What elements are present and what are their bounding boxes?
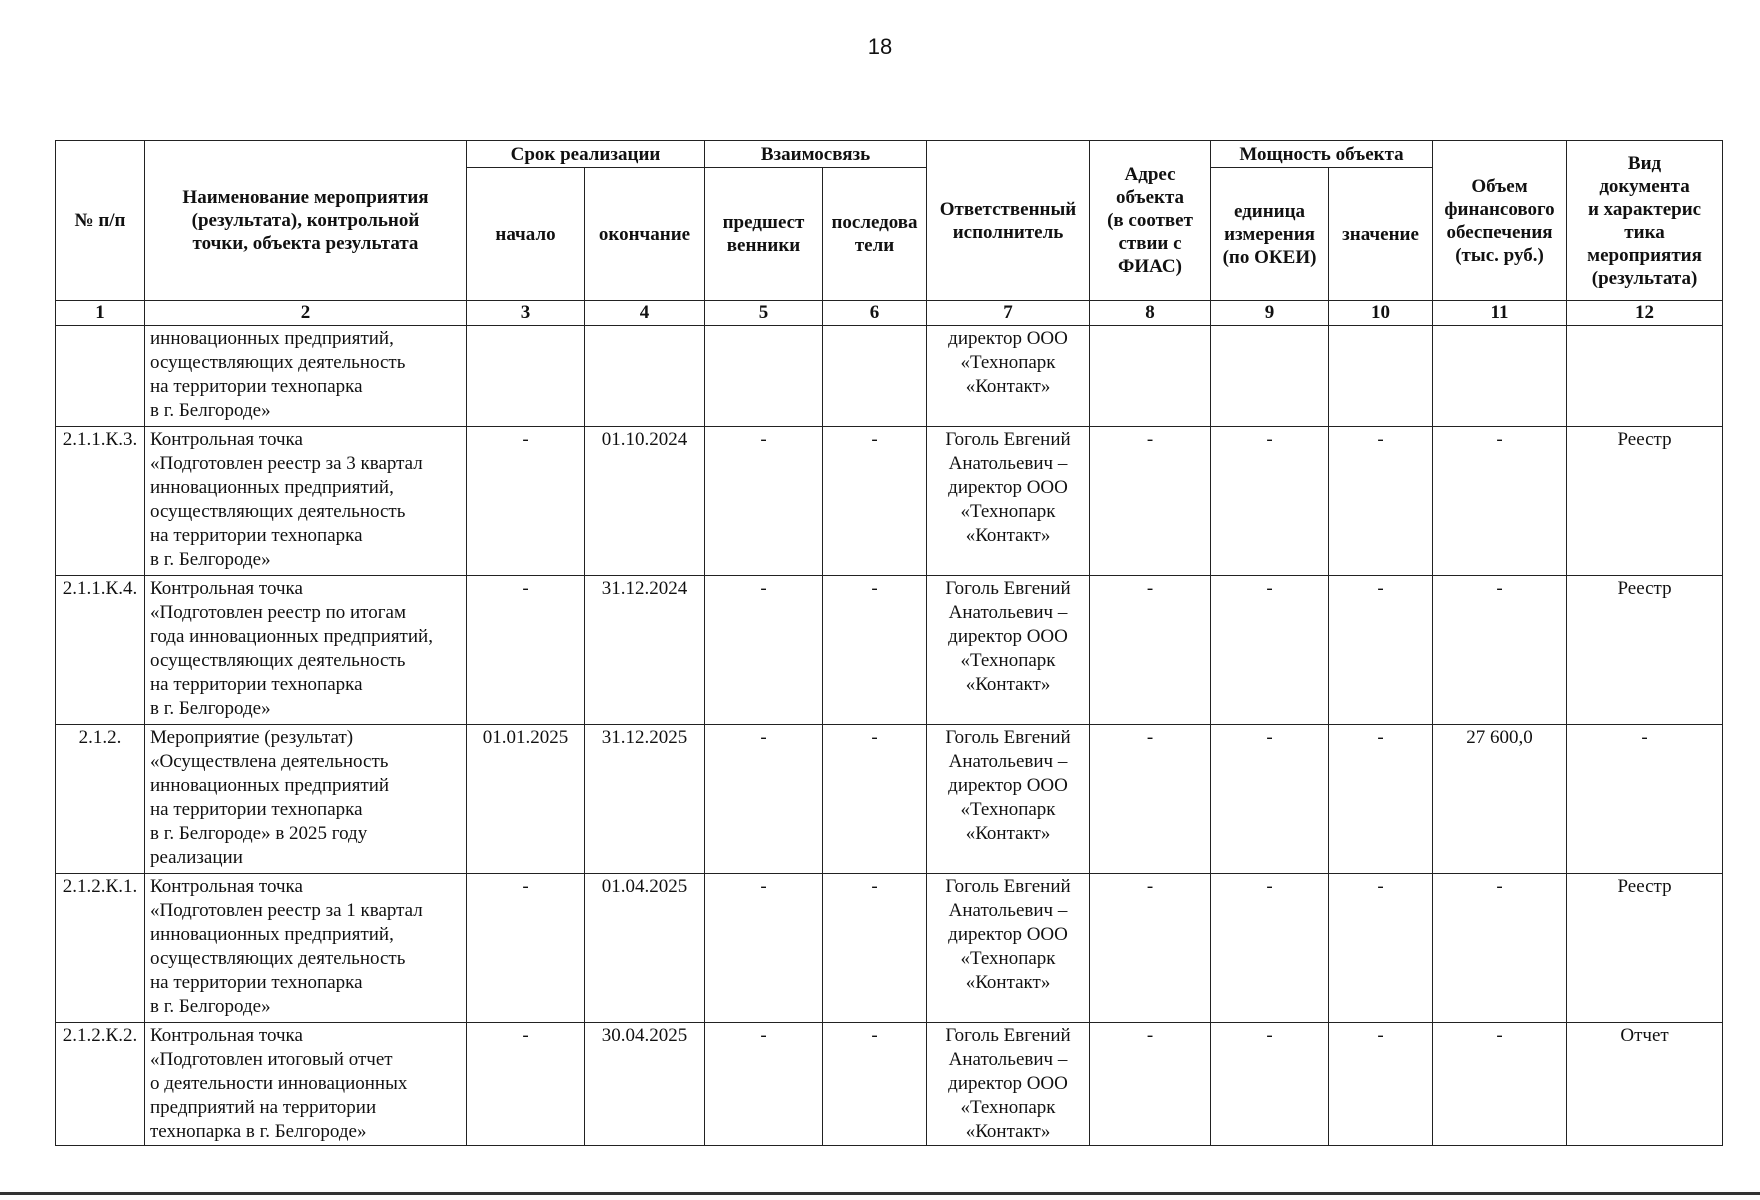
row-financing: - (1433, 1023, 1567, 1146)
row-document-type (1567, 326, 1723, 427)
row-number: 2.1.1.К.4. (56, 576, 145, 725)
row-responsible: Гоголь Евгений Анатольевич – директор ООО «Технопарк «Контакт» (927, 1023, 1090, 1146)
row-financing: - (1433, 427, 1567, 576)
row-unit: - (1211, 725, 1329, 874)
header-predecessors: предшест венники (705, 168, 823, 301)
table-row (56, 326, 1723, 427)
row-address: - (1090, 576, 1211, 725)
row-value (1329, 326, 1433, 427)
row-successors: - (823, 427, 927, 576)
header-responsible: Ответственный исполнитель (927, 141, 1090, 301)
row-address: - (1090, 1023, 1211, 1146)
header-name: Наименование мероприятия (результата), контрольной точки, объекта результата (145, 141, 467, 301)
table-row (56, 1023, 1723, 1146)
row-end (585, 326, 705, 427)
row-number: 2.1.1.К.3. (56, 427, 145, 576)
column-number: 2 (145, 301, 467, 326)
row-unit (1211, 326, 1329, 427)
column-number: 8 (1090, 301, 1211, 326)
row-financing (1433, 326, 1567, 427)
row-address (1090, 326, 1211, 427)
row-predecessors: - (705, 874, 823, 1023)
row-unit: - (1211, 576, 1329, 725)
row-document-type: Реестр (1567, 427, 1723, 576)
row-address: - (1090, 725, 1211, 874)
table-row (56, 725, 1723, 874)
row-start: - (467, 427, 585, 576)
row-name: Мероприятие (результат) «Осуществлена деятельность инновационных предприятий на территории технопарка в г. Белгороде» в 2025 году реализации (145, 725, 467, 874)
row-address: - (1090, 874, 1211, 1023)
row-value: - (1329, 1023, 1433, 1146)
table-row (56, 874, 1723, 1023)
row-value: - (1329, 427, 1433, 576)
header-no: № п/п (56, 141, 145, 301)
row-responsible: Гоголь Евгений Анатольевич – директор ООО «Технопарк «Контакт» (927, 874, 1090, 1023)
header-address: Адрес объекта (в соответ ствии с ФИАС) (1090, 141, 1211, 301)
column-number: 10 (1329, 301, 1433, 326)
row-responsible: Гоголь Евгений Анатольевич – директор ООО «Технопарк «Контакт» (927, 576, 1090, 725)
row-predecessors: - (705, 1023, 823, 1146)
row-address: - (1090, 427, 1211, 576)
row-responsible: Гоголь Евгений Анатольевич – директор ООО «Технопарк «Контакт» (927, 725, 1090, 874)
header-end: окончание (585, 168, 705, 301)
row-name: Контрольная точка «Подготовлен реестр за 1 квартал инновационных предприятий, осуществляющих деятельность на территории технопарка в г. Белгороде» (145, 874, 467, 1023)
row-name: Контрольная точка «Подготовлен реестр по итогам года инновационных предприятий, осуществляющих деятельность на территории технопарка в г. Белгороде» (145, 576, 467, 725)
row-end: 01.04.2025 (585, 874, 705, 1023)
row-end: 31.12.2024 (585, 576, 705, 725)
row-value: - (1329, 874, 1433, 1023)
row-successors: - (823, 576, 927, 725)
row-start: 01.01.2025 (467, 725, 585, 874)
row-predecessors: - (705, 725, 823, 874)
row-number: 2.1.2.К.2. (56, 1023, 145, 1146)
row-value: - (1329, 725, 1433, 874)
header-unit: единица измерения (по ОКЕИ) (1211, 168, 1329, 301)
row-financing: 27 600,0 (1433, 725, 1567, 874)
row-responsible: Гоголь Евгений Анатольевич – директор ООО «Технопарк «Контакт» (927, 427, 1090, 576)
column-number: 12 (1567, 301, 1723, 326)
column-number: 11 (1433, 301, 1567, 326)
header-group-term: Срок реализации (467, 141, 705, 168)
row-document-type: Отчет (1567, 1023, 1723, 1146)
row-start (467, 326, 585, 427)
header-start: начало (467, 168, 585, 301)
row-name: инновационных предприятий, осуществляющих деятельность на территории технопарка в г. Белгороде» (145, 326, 467, 427)
row-value: - (1329, 576, 1433, 725)
column-number: 6 (823, 301, 927, 326)
table-row (56, 576, 1723, 725)
row-start: - (467, 874, 585, 1023)
row-document-type: Реестр (1567, 576, 1723, 725)
row-document-type: Реестр (1567, 874, 1723, 1023)
column-number: 9 (1211, 301, 1329, 326)
page-bottom-edge (0, 1192, 1760, 1195)
activities-table (55, 140, 1723, 1146)
row-successors: - (823, 1023, 927, 1146)
header-value: значение (1329, 168, 1433, 301)
row-financing: - (1433, 576, 1567, 725)
header-group-capacity: Мощность объекта (1211, 141, 1433, 168)
row-number: 2.1.2.К.1. (56, 874, 145, 1023)
column-number: 1 (56, 301, 145, 326)
header-successors: последова тели (823, 168, 927, 301)
row-document-type: - (1567, 725, 1723, 874)
column-number: 3 (467, 301, 585, 326)
row-start: - (467, 576, 585, 725)
page-number: 18 (867, 34, 893, 59)
header-group-link: Взаимосвязь (705, 141, 927, 168)
row-financing: - (1433, 874, 1567, 1023)
row-successors: - (823, 874, 927, 1023)
row-predecessors: - (705, 576, 823, 725)
row-name: Контрольная точка «Подготовлен итоговый отчет о деятельности инновационных предприятий на территории технопарка в г. Белгороде» (145, 1023, 467, 1146)
row-number: 2.1.2. (56, 725, 145, 874)
row-end: 01.10.2024 (585, 427, 705, 576)
row-end: 31.12.2025 (585, 725, 705, 874)
header-financing: Объем финансового обеспечения (тыс. руб.) (1433, 141, 1567, 301)
row-unit: - (1211, 1023, 1329, 1146)
row-successors: - (823, 725, 927, 874)
row-predecessors (705, 326, 823, 427)
row-name: Контрольная точка «Подготовлен реестр за 3 квартал инновационных предприятий, осуществляющих деятельность на территории технопарка в г. Белгороде» (145, 427, 467, 576)
row-unit: - (1211, 874, 1329, 1023)
column-number: 7 (927, 301, 1090, 326)
row-number (56, 326, 145, 427)
table-row (56, 427, 1723, 576)
column-number: 5 (705, 301, 823, 326)
column-number: 4 (585, 301, 705, 326)
header-document-type: Вид документа и характерис тика мероприятия (результата) (1567, 141, 1723, 301)
row-responsible: директор ООО «Технопарк «Контакт» (927, 326, 1090, 427)
row-unit: - (1211, 427, 1329, 576)
header-row-numbers (56, 301, 1723, 326)
header-row-groups (56, 141, 1723, 168)
row-start: - (467, 1023, 585, 1146)
row-end: 30.04.2025 (585, 1023, 705, 1146)
row-successors (823, 326, 927, 427)
row-predecessors: - (705, 427, 823, 576)
